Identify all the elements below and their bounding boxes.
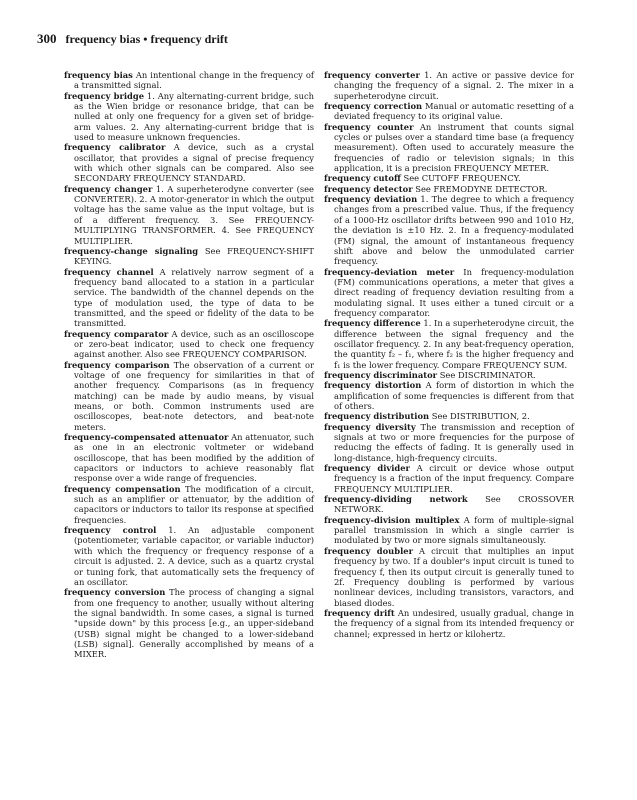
entry-term: frequency-dividing network	[324, 494, 468, 505]
entry-term: frequency channel	[64, 266, 154, 277]
glossary-entry	[64, 329, 314, 360]
entry-term: frequency compensation	[64, 483, 181, 494]
entry-term: frequency correction	[324, 101, 423, 112]
entry-term: frequency distribution	[324, 411, 430, 422]
entry-term: frequency distortion	[324, 380, 422, 391]
glossary-entry	[64, 360, 314, 432]
entry-definition: A relatively narrow segment of a frequency band allocated to a station in a particular service. The bandwidth of the channel depends on the type of modulation used, the type of data to be transmitted, and the speed or fidelity of the data to be transmitted.	[74, 266, 314, 329]
entry-definition: A circuit that multiplies an input frequency by two. If a doubler's input circuit is tuned to frequency f, then its output circuit is generally tuned to 2f. Frequency doubling is performed by various nonlinear devices, including transistors, varactors, and biased diodes.	[334, 545, 575, 608]
entry-term: frequency divider	[324, 463, 410, 474]
entry-definition: The process of changing a signal from one frequency to another, usually without altering the signal bandwidth. In some cases, a signal is turned "upside down" by this process [e.g., an upper-sideband (USB) signal might be changed to a lower-sideband (LSB) signal]. Generally accomplished by means of a MIXER.	[74, 587, 314, 660]
glossary-entry	[64, 142, 314, 183]
glossary-entry	[324, 184, 574, 194]
entry-term: frequency bridge	[64, 90, 145, 101]
entry-term: frequency difference	[324, 318, 421, 329]
page-header	[37, 31, 597, 47]
glossary-entry	[324, 122, 574, 174]
entry-definition: A form of multiple-signal parallel transmission in which a single carrier is modulated by two or more signals simultaneously.	[334, 514, 574, 546]
entry-term: frequency conversion	[64, 587, 166, 598]
entry-term: frequency cutoff	[324, 173, 401, 184]
glossary-entry	[324, 463, 574, 494]
entry-definition: Manual or automatic resetting of a deviated frequency to its original value.	[334, 101, 574, 122]
entry-term: frequency control	[64, 525, 157, 536]
entry-definition: See CROSSOVER NETWORK.	[334, 494, 574, 515]
glossary-entry	[324, 546, 574, 608]
entry-term: frequency comparator	[64, 328, 169, 339]
right-column	[324, 70, 574, 639]
entry-term: frequency doubler	[324, 545, 413, 556]
entry-definition: 1. An adjustable component (potentiometer, variable capacitor, or variable inductor) with which the frequency or frequency response of a circuit is adjusted. 2. A device, such as a quartz crystal or tuning fork, that automatically sets the frequency of an oscillator.	[74, 525, 314, 587]
glossary-entry	[64, 184, 314, 246]
glossary-entry	[64, 587, 314, 659]
glossary-entry	[324, 608, 574, 639]
glossary-entry	[324, 173, 574, 183]
running-title: frequency bias • frequency drift	[65, 32, 228, 46]
glossary-entry	[64, 432, 314, 484]
page-number: 300	[37, 31, 57, 46]
entry-definition: An undesired, usually gradual, change in the frequency of a signal from its intended frequency or channel; expressed in hertz or kilohertz.	[334, 607, 575, 639]
entry-term: frequency counter	[324, 121, 414, 132]
entry-term: frequency comparison	[64, 359, 170, 370]
entry-definition: A device, such as an oscilloscope or zero-beat indicator, used to check one frequency against another. Also see FREQUENCY COMPARISON.	[74, 328, 314, 360]
entry-definition: The transmission and reception of signals at two or more frequencies for the purpose of reducing the effects of fading. It is generally used in long-distance, high-frequency circuits.	[334, 421, 574, 463]
glossary-entry	[324, 422, 574, 463]
entry-term: frequency converter	[324, 70, 420, 80]
entry-definition: See DISCRIMINATOR.	[439, 369, 536, 380]
entry-definition: A device, such as a crystal oscillator, that provides a signal of precise frequency with which other signals can be compared. Also see SECONDARY FREQUENCY STANDARD.	[74, 142, 314, 184]
glossary-entry	[64, 91, 314, 143]
glossary-entry	[64, 525, 314, 587]
glossary-entry	[324, 267, 574, 319]
entry-definition: 1. The degree to which a frequency changes from a prescribed value. Thus, if the frequency of a 1000-Hz oscillator drifts between 990 and 1010 Hz, the deviation is ±10 Hz. 2. In a frequency-modulated (FM) signal, the amount of instantaneous frequency shift above and below the unmodulated carrier frequency.	[334, 194, 575, 267]
glossary-entry	[324, 411, 574, 421]
left-column	[64, 70, 314, 660]
glossary-entry	[324, 494, 574, 515]
entry-definition: 1. A superheterodyne converter (see CONVERTER). 2. A motor-generator in which the output voltage has the same value as the input voltage, but is of a different frequency. 3. See FREQUENCY-MULTIPLYING TRANSFORMER. 4. See FREQUENCY MULTIPLIER.	[74, 183, 314, 246]
entry-definition: An instrument that counts signal cycles or pulses over a standard time base (a frequency measurement). Often used to accurately measure the frequencies of radio or television signals; in this application, it is a precision FREQUENCY METER.	[334, 121, 574, 174]
glossary-entry	[324, 101, 574, 122]
entry-term: frequency-division multiplex	[324, 514, 460, 525]
glossary-entry	[64, 484, 314, 525]
glossary-entry	[324, 70, 574, 101]
entry-term: frequency detector	[324, 183, 413, 194]
entry-term: frequency changer	[64, 183, 153, 194]
entry-definition: 1. Any alternating-current bridge, such as the Wien bridge or resonance bridge, that can be nulled at only one frequency for a given set of bridge-arm values. 2. Any alternating-current bridge that is used to measure unknown frequencies.	[74, 90, 315, 143]
entry-definition: An intentional change in the frequency of a transmitted signal.	[74, 70, 315, 91]
entry-definition: The modification of a circuit, such as an amplifier or attenuator, by the addition of capacitors or inductors to tailor its response at specified frequencies.	[74, 483, 314, 525]
entry-definition: 1. An active or passive device for changing the frequency of a signal. 2. The mixer in a superheterodyne circuit.	[334, 70, 574, 101]
glossary-entry	[324, 194, 574, 266]
glossary-entry	[64, 267, 314, 329]
entry-definition: In frequency-modulation (FM) communications operations, a meter that gives a direct reading of frequency deviation resulting from a modulating signal. It uses either a tuned circuit or a frequency comparator.	[334, 266, 574, 318]
entry-definition: A form of distortion in which the amplification of some frequencies is different from that of others.	[334, 380, 575, 411]
glossary-entry	[324, 318, 574, 370]
entry-term: frequency discriminator	[324, 369, 438, 380]
glossary-entry	[64, 70, 314, 91]
entry-term: frequency diversity	[324, 421, 416, 432]
entry-term: frequency bias	[64, 70, 133, 80]
entry-term: frequency-deviation meter	[324, 266, 455, 277]
entry-definition: 1. In a superheterodyne circuit, the difference between the signal frequency and the oscillator frequency. 2. In any beat-frequency operation, the quantity f₂ – f₁, where f₂ is the higher frequency and f₁ is the lower frequency. Compare FREQUENCY SUM.	[334, 318, 574, 370]
glossary-entry	[324, 380, 574, 411]
glossary-entry	[64, 246, 314, 267]
entry-term: frequency-compensated attenuator	[64, 432, 229, 443]
entry-term: frequency deviation	[324, 194, 418, 205]
entry-term: frequency drift	[324, 607, 395, 618]
entry-definition: The observation of a current or voltage of one frequency for similarities in that of another frequency. Comparisons (as in frequency matching) can be made by audio means, by visual means, or both. Common instruments used are oscilloscopes, beat-note detectors, and beat-note meters.	[74, 359, 314, 432]
entry-definition: See CUTOFF FREQUENCY.	[403, 173, 521, 184]
entry-term: frequency calibrator	[64, 142, 166, 153]
entry-term: frequency-change signaling	[64, 245, 199, 256]
entry-definition: See FREQUENCY-SHIFT KEYING.	[74, 245, 314, 267]
entry-definition: An attenuator, such as one in an electronic voltmeter or wideband oscilloscope, that has been modified by the addition of capacitors or inductors to achieve reasonably flat response over a wide range of frequencies.	[74, 432, 314, 484]
entry-definition: A circuit or device whose output frequency is a fraction of the input frequency. Compare FREQUENCY MULTIPLIER.	[334, 463, 575, 494]
entry-definition: See FREMODYNE DETECTOR.	[415, 183, 548, 194]
entry-definition: See DISTRIBUTION, 2.	[431, 411, 530, 422]
glossary-entry	[324, 515, 574, 546]
glossary-entry	[324, 370, 574, 380]
